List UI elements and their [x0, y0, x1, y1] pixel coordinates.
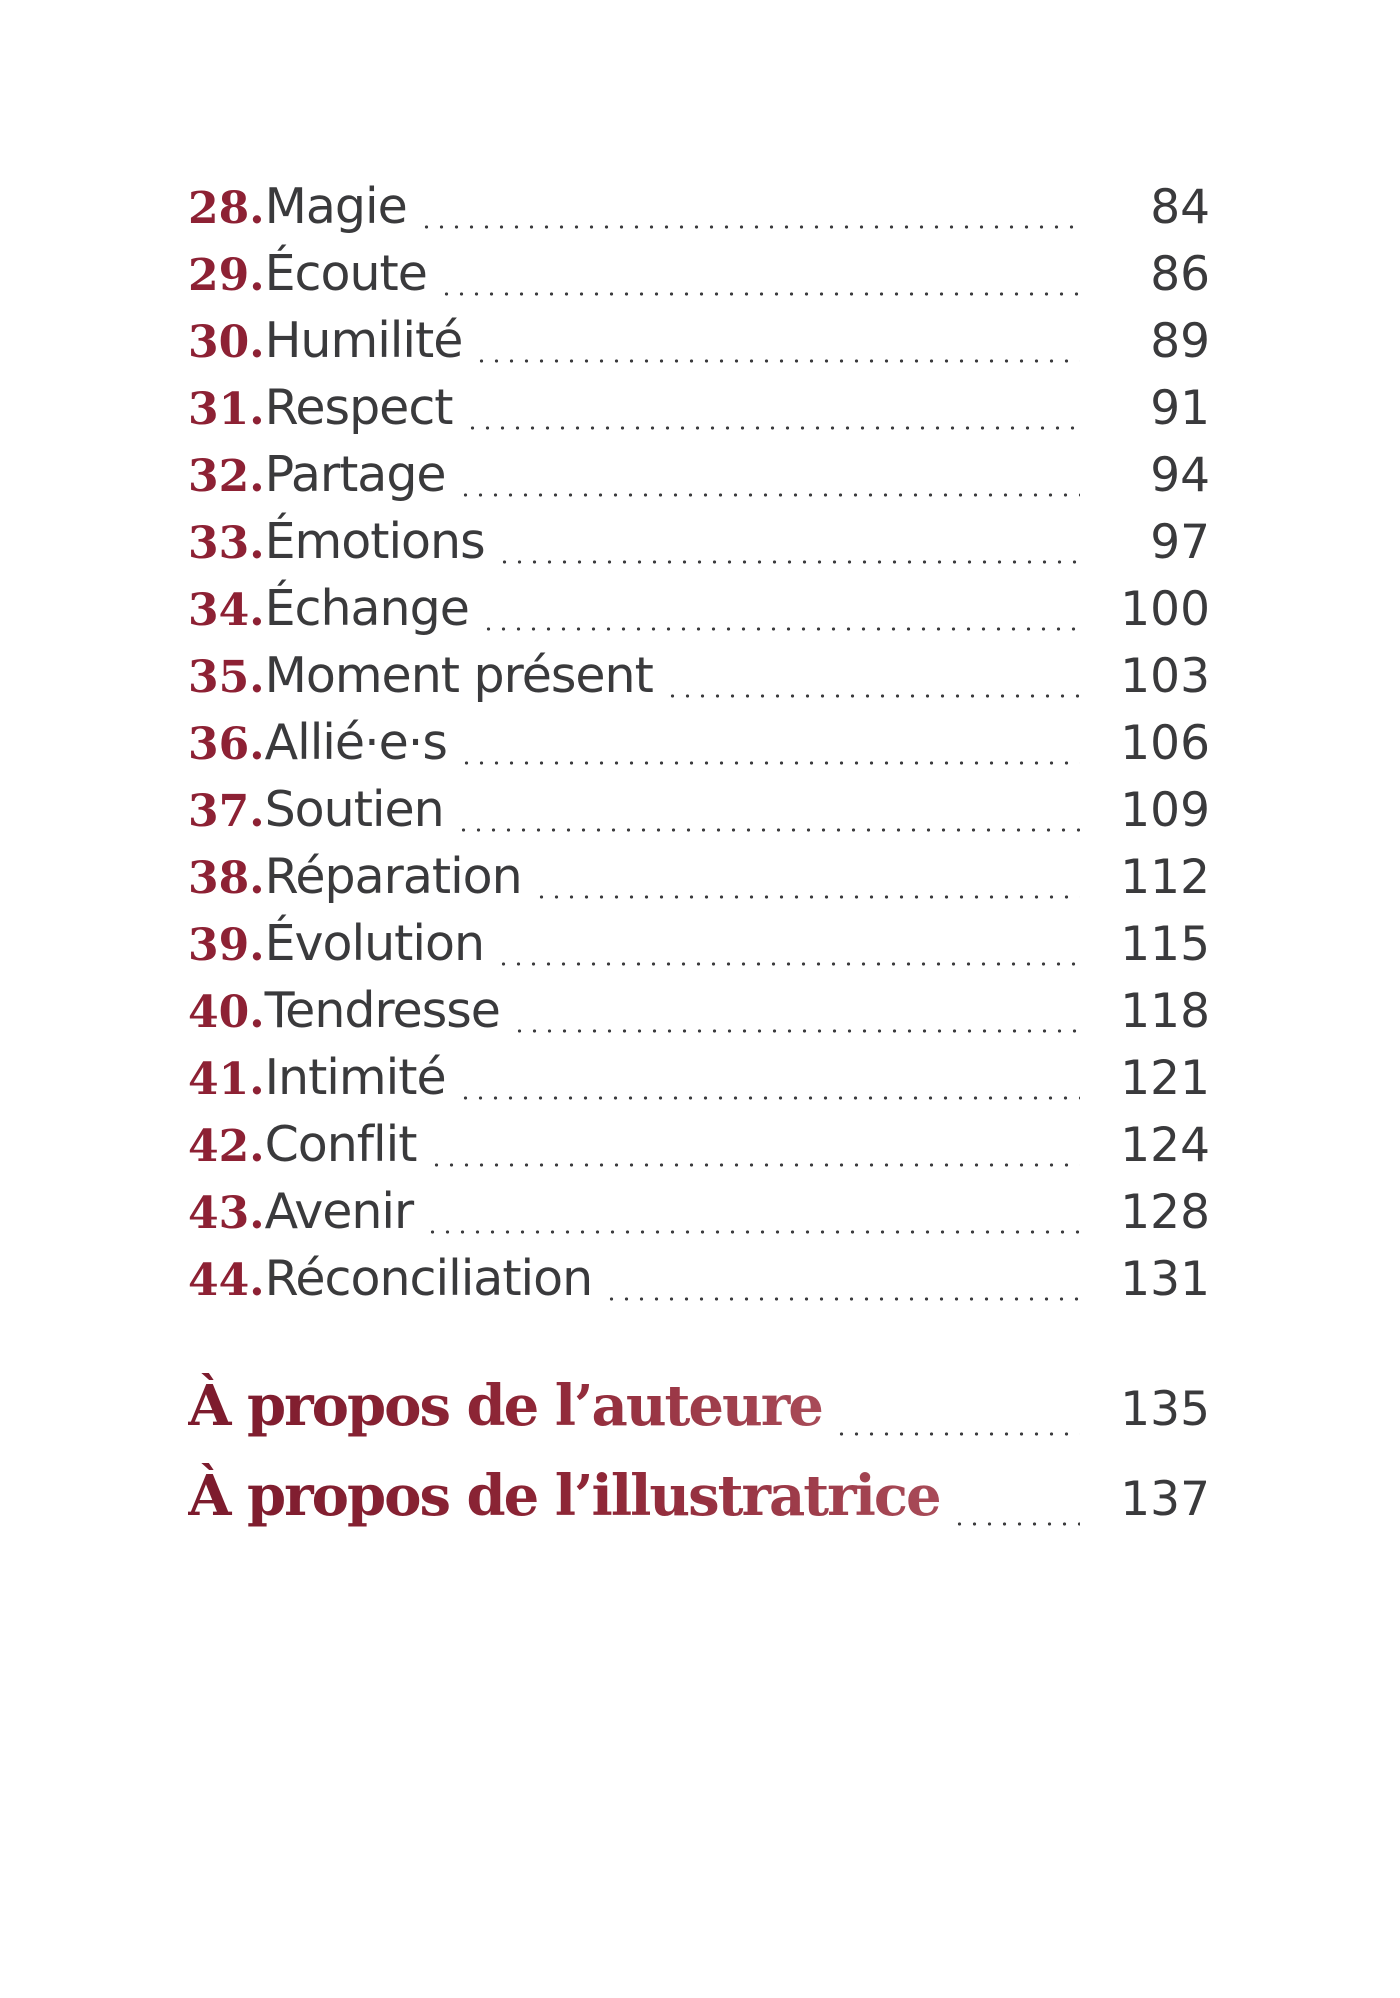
- entry-page-number: 103: [1120, 649, 1210, 704]
- entry-page-number: 89: [1150, 314, 1210, 369]
- toc-entry-row: [188, 312, 1210, 379]
- entry-number: 30.: [188, 317, 265, 368]
- entry-number: 43.: [188, 1188, 265, 1239]
- entry-page-number: 135: [1120, 1382, 1210, 1437]
- toc-entry-row: [188, 982, 1210, 1049]
- toc-entry-row: [188, 379, 1210, 446]
- dotted-leader: [417, 224, 1080, 230]
- entry-title: Respect: [264, 379, 453, 436]
- entry-title: Moment présent: [264, 647, 653, 704]
- entry-number: 35.: [188, 652, 265, 703]
- entry-title: Magie: [264, 178, 407, 235]
- toc-entry-row: [188, 245, 1210, 312]
- entry-number: 31.: [188, 384, 265, 435]
- toc-entry-row: [188, 1183, 1210, 1250]
- toc-entry-row: [188, 848, 1210, 915]
- entry-title: Humilité: [264, 312, 463, 369]
- entry-page-number: 100: [1120, 582, 1210, 637]
- entry-title: Réconciliation: [264, 1250, 593, 1307]
- about-section: [188, 1373, 1210, 1553]
- toc-entry-row: [188, 178, 1210, 245]
- entry-page-number: 118: [1120, 984, 1210, 1039]
- about-entry-row: [188, 1373, 1210, 1463]
- toc-entry-row: [188, 781, 1210, 848]
- entry-title: Émotions: [264, 513, 485, 570]
- entry-title: Partage: [264, 446, 446, 503]
- toc-entry-row: [188, 1250, 1210, 1317]
- dotted-leader: [832, 1431, 1080, 1437]
- entry-title: Allié·e·s: [264, 714, 447, 771]
- entry-title: Évolution: [264, 915, 485, 972]
- entry-page-number: 94: [1150, 448, 1210, 503]
- dotted-leader: [479, 626, 1080, 632]
- dotted-leader: [495, 559, 1080, 565]
- toc-entry-row: [188, 647, 1210, 714]
- about-title: À propos de l’illustratrice: [188, 1463, 940, 1529]
- dotted-leader: [602, 1296, 1080, 1302]
- entry-page-number: 128: [1120, 1185, 1210, 1240]
- dotted-leader: [456, 492, 1080, 498]
- table-of-contents: [188, 178, 1210, 1553]
- entry-page-number: 109: [1120, 783, 1210, 838]
- entry-page-number: 112: [1120, 850, 1210, 905]
- entry-number: 39.: [188, 920, 265, 971]
- entry-page-number: 106: [1120, 716, 1210, 771]
- entry-number: 40.: [188, 987, 265, 1038]
- entry-page-number: 124: [1120, 1118, 1210, 1173]
- about-title: À propos de l’auteure: [188, 1373, 822, 1439]
- entry-title: Avenir: [264, 1183, 414, 1240]
- entry-page-number: 131: [1120, 1252, 1210, 1307]
- entry-number: 32.: [188, 451, 265, 502]
- entry-title: Échange: [264, 580, 469, 637]
- entry-page-number: 97: [1150, 515, 1210, 570]
- dotted-leader: [423, 1229, 1080, 1235]
- entry-number: 44.: [188, 1255, 265, 1306]
- entry-number: 42.: [188, 1121, 265, 1172]
- entry-page-number: 137: [1120, 1472, 1210, 1527]
- dotted-leader: [472, 358, 1080, 364]
- dotted-leader: [437, 291, 1080, 297]
- dotted-leader: [456, 1095, 1080, 1101]
- toc-entry-row: [188, 580, 1210, 647]
- dotted-leader: [532, 894, 1080, 900]
- dotted-leader: [463, 425, 1081, 431]
- entry-number: 37.: [188, 786, 265, 837]
- dotted-leader: [494, 961, 1080, 967]
- dotted-leader: [663, 693, 1080, 699]
- entry-page-number: 84: [1150, 180, 1210, 235]
- about-entry-row: [188, 1463, 1210, 1553]
- dotted-leader: [510, 1028, 1080, 1034]
- entry-title: Tendresse: [264, 982, 500, 1039]
- entry-number: 33.: [188, 518, 265, 569]
- entry-page-number: 121: [1120, 1051, 1210, 1106]
- toc-entry-row: [188, 446, 1210, 513]
- entry-page-number: 86: [1150, 247, 1210, 302]
- dotted-leader: [427, 1162, 1080, 1168]
- dotted-leader: [454, 827, 1080, 833]
- toc-entry-row: [188, 714, 1210, 781]
- entry-number: 36.: [188, 719, 265, 770]
- toc-entry-row: [188, 915, 1210, 982]
- entry-title: Réparation: [264, 848, 522, 905]
- entry-title: Intimité: [264, 1049, 446, 1106]
- toc-entry-row: [188, 1116, 1210, 1183]
- dotted-leader: [950, 1521, 1080, 1527]
- dotted-leader: [457, 760, 1080, 766]
- toc-entry-row: [188, 513, 1210, 580]
- entry-number: 41.: [188, 1054, 265, 1105]
- entry-title: Soutien: [264, 781, 444, 838]
- entry-title: Écoute: [264, 245, 427, 302]
- entry-title: Conflit: [264, 1116, 417, 1173]
- entry-number: 34.: [188, 585, 265, 636]
- entry-page-number: 115: [1120, 917, 1210, 972]
- entry-number: 28.: [188, 183, 265, 234]
- toc-entry-row: [188, 1049, 1210, 1116]
- entry-number: 29.: [188, 250, 265, 301]
- entry-page-number: 91: [1150, 381, 1210, 436]
- entry-number: 38.: [188, 853, 265, 904]
